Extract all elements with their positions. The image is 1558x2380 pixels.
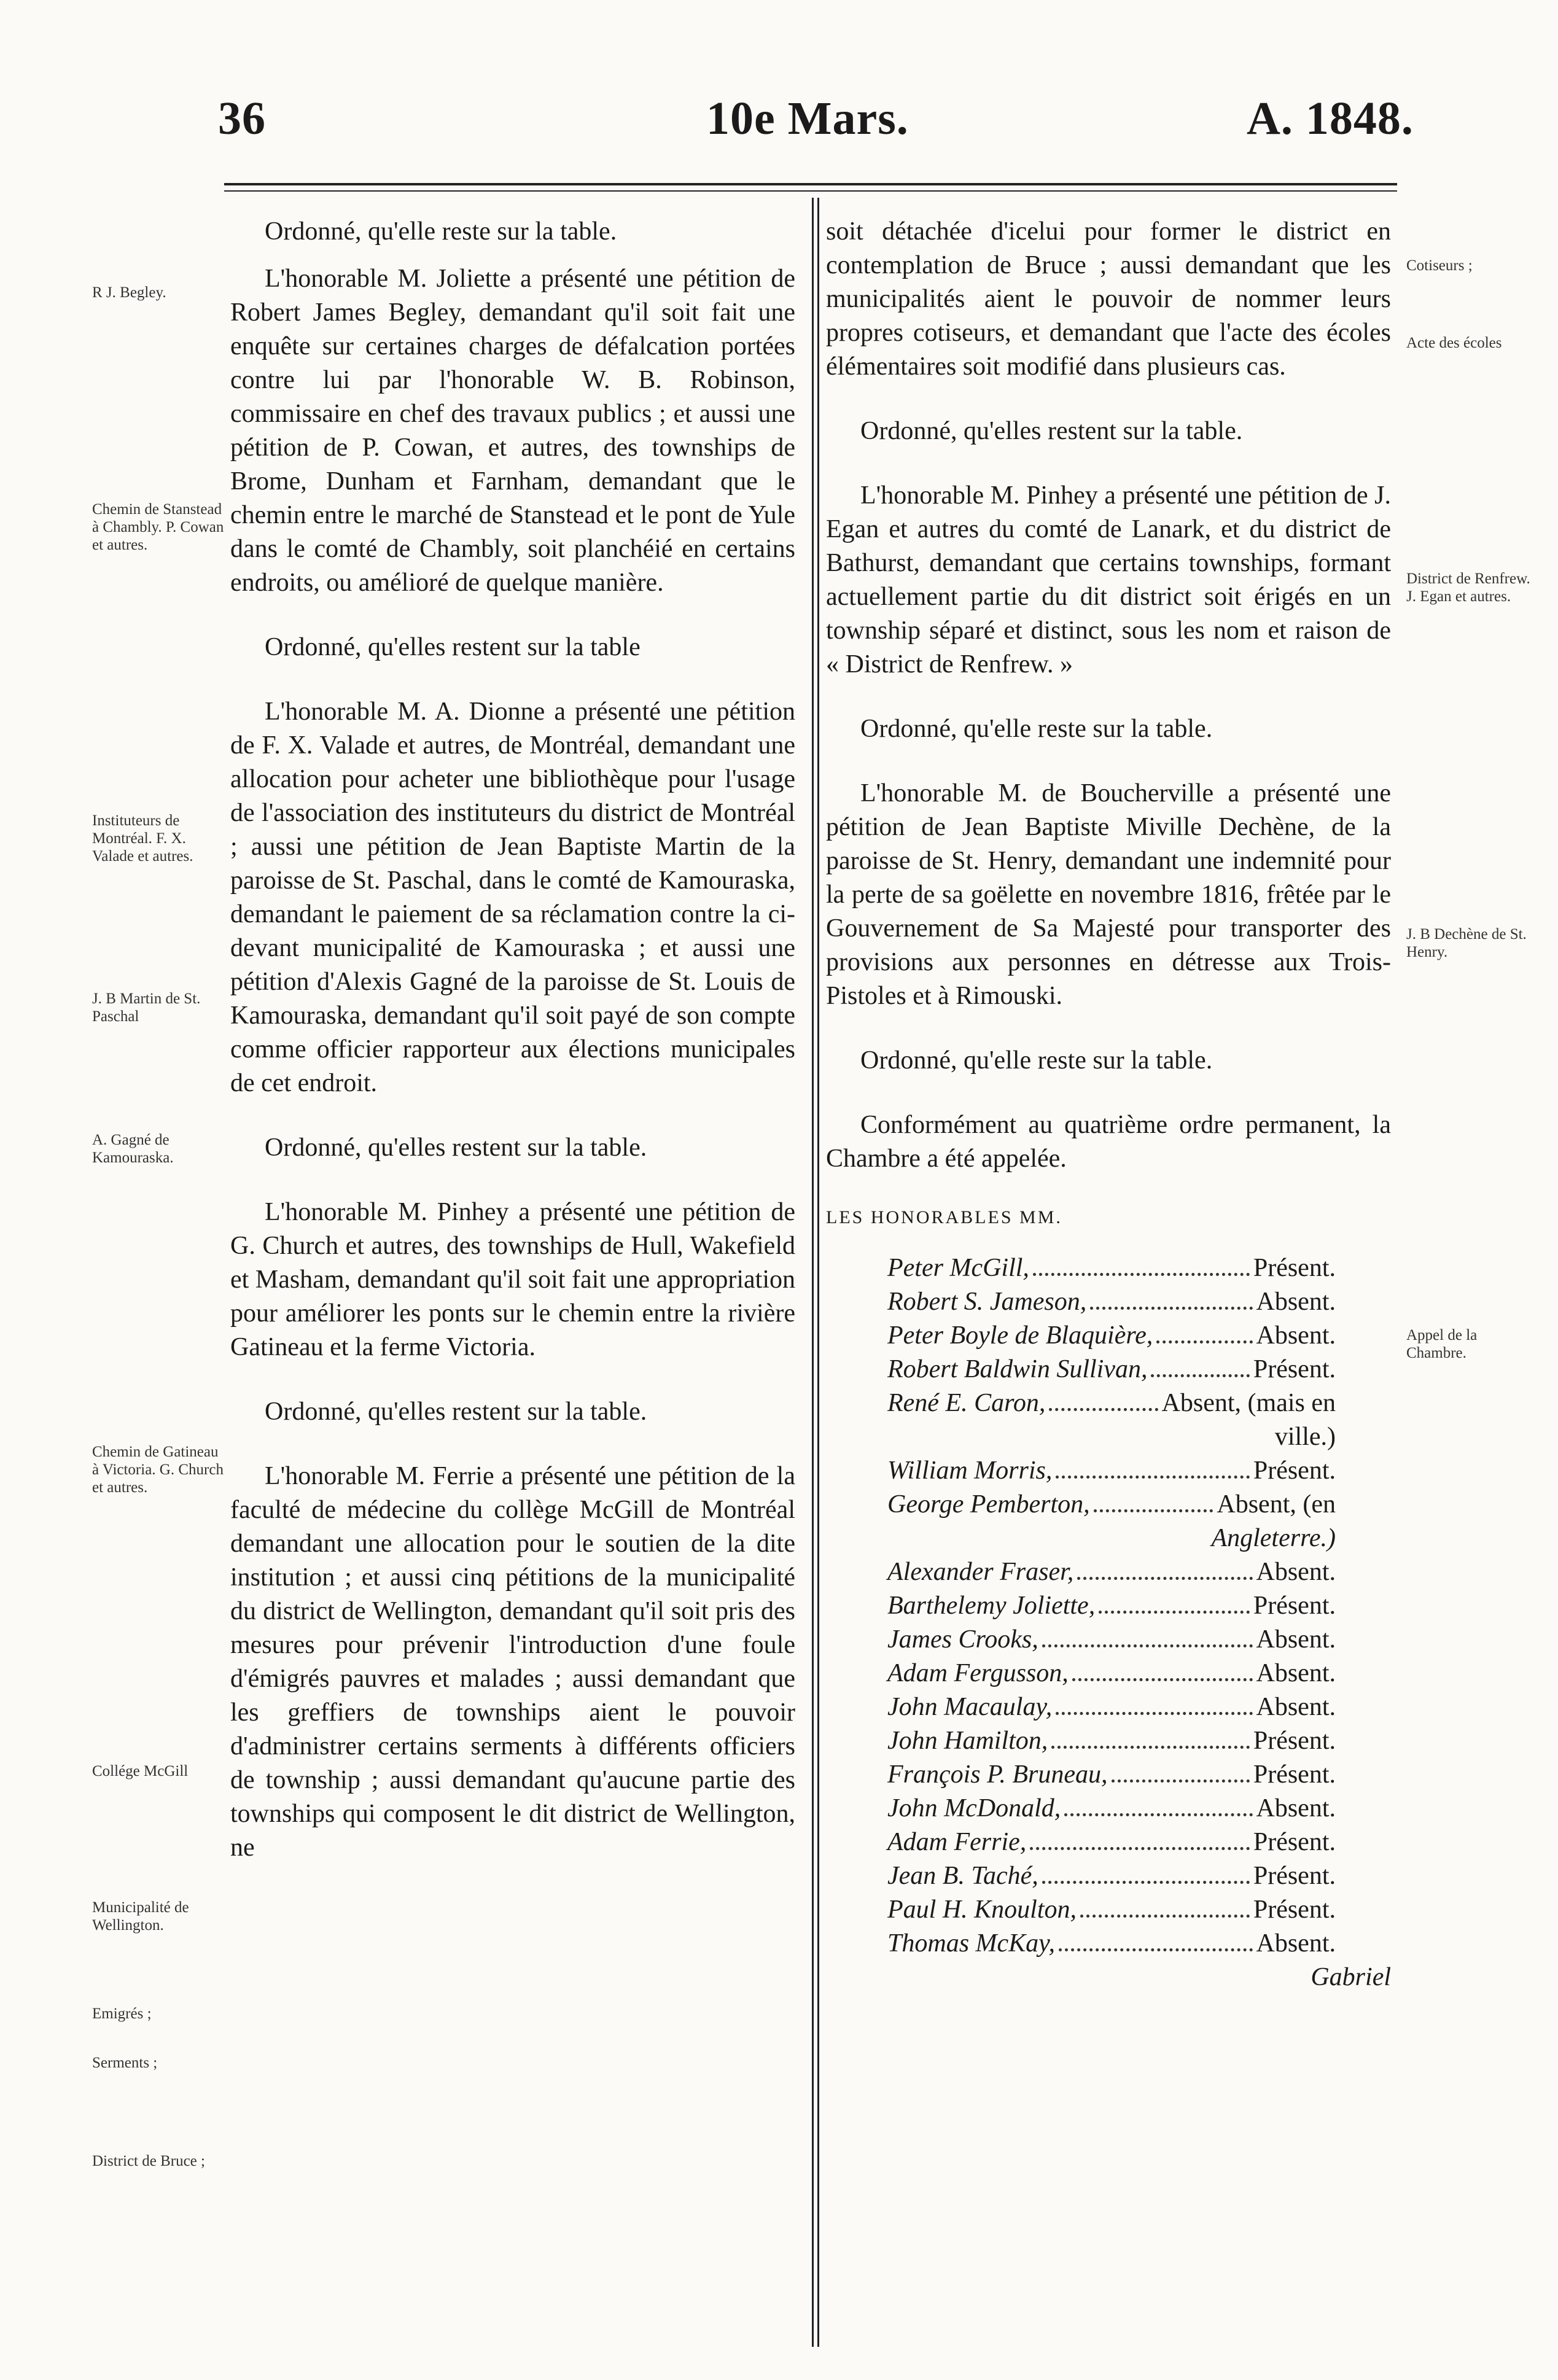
member-status: Absent. [1256,1693,1336,1721]
petition-paragraph: L'honorable M. de Boucherville a présenté une pétition de Jean Baptiste Miville Dechène, de la paroisse de St. Henry, demandant une indemnité pour la perte de sa goëlette en novembre 1816, frêtée par le Gouvernement de Sa Majesté pour transporter des provisions aux personnes en détresse aux Trois-Pistoles et à Rimouski. [826,779,1391,1010]
member-row [887,1724,1336,1758]
margin-note-acte-ecoles: Acte des écoles [1406,335,1502,351]
leader-dots [1051,1746,1250,1749]
member-name: Paul H. Knoulton, [887,1896,1077,1924]
leader-dots [1099,1611,1250,1614]
member-row [887,1251,1336,1285]
leader-dots [1080,1915,1250,1918]
member-name: Alexander Fraser, [887,1558,1074,1586]
member-status: Absent. [1256,1321,1336,1350]
petition-paragraph: L'honorable M. Ferrie a présenté une pétition de la faculté de médecine du collège McGill de Montréal demandant une allocation pour le soutien de la dite institution ; et aussi cinq pétitions de la municipalité du district de Wellington, demandant qu'il soit pris des mesures pour prévenir l'introduction d'une foule d'émigrés pauvres et malades ; aussi demandant que les greffiers de townships aient le pouvoir d'administrer certains serments à différents officiers de township ; aussi demandant qu'aucune partie des townships qui composent le dit district de Wellington, ne [230,1462,795,1862]
leader-dots [1151,1374,1249,1377]
member-name: Adam Fergusson, [887,1659,1069,1687]
member-row [887,1353,1336,1386]
member-row [887,1893,1336,1927]
member-name: Peter Boyle de Blaquière, [887,1321,1153,1350]
member-status: Présent. [1253,1828,1336,1856]
member-status: Présent. [1253,1355,1336,1383]
member-status: Absent. [1256,1625,1336,1654]
order-paragraph: Ordonné, qu'elle reste sur la table. [860,715,1213,743]
member-name: René E. Caron, [887,1389,1046,1417]
member-row [887,1589,1336,1623]
leader-dots [1049,1408,1158,1411]
margin-note-martin: J. B Martin de St. Paschal [92,990,201,1025]
member-name: John McDonald, [887,1794,1061,1822]
page-date: 10e Mars. [706,93,909,144]
order-paragraph: Ordonné, qu'elles restent sur la table. [265,1134,647,1162]
margin-note-dechene: J. B Dechène de St. Henry. [1406,926,1527,960]
margin-note-begley: R J. Begley. [92,284,166,301]
catchword: Gabriel [1311,1963,1391,1991]
member-status: Absent. [1256,1558,1336,1586]
member-name: George Pemberton, [887,1490,1090,1519]
leader-dots [1059,1948,1253,1951]
member-row [887,1623,1336,1657]
member-row [887,1319,1336,1353]
margin-note-instituteurs: Instituteurs de Montréal. F. X. Valade et autres. [92,812,193,865]
members-title: LES HONORABLES MM. [826,1207,1062,1227]
margin-note-cotiseurs: Cotiseurs ; [1406,257,1473,274]
member-row [887,1792,1336,1826]
order-paragraph: Ordonné, qu'elles restent sur la table. [265,1398,647,1426]
member-name: Adam Ferrie, [887,1828,1027,1856]
member-name: Peter McGill, [887,1254,1029,1282]
member-status: Présent. [1253,1727,1336,1755]
petition-paragraph: L'honorable M. Joliette a présenté une pétition de Robert James Begley, demandant qu'il soit fait une enquête sur certaines charges de défalcation portées contre lui par l'honorable W. B. Robinson, commissaire en chef des travaux publics ; et aussi une pétition de P. Cowan, et autres, des townships de Brome, Dunham et Farnham, demandant que le chemin entre le marché de Stanstead et le pont de Yule dans le comté de Chambly, soit planchéié en certains endroits, ou amélioré de quelque manière. [230,265,795,597]
member-row [887,1927,1336,1961]
leader-dots [1072,1678,1253,1681]
member-name: John Macaulay, [887,1693,1053,1721]
member-status-continuation: ville.) [1274,1423,1336,1451]
member-row [887,1555,1336,1589]
margin-note-renfrew: District de Renfrew. J. Egan et autres. [1406,570,1530,605]
order-paragraph: Ordonné, qu'elle reste sur la table. [265,217,617,246]
member-status: Absent, (mais en [1161,1389,1336,1417]
member-status: Présent. [1253,1456,1336,1485]
petition-continuation: soit détachée d'icelui pour former le district en contemplation de Bruce ; aussi demandant que les municipalités aient le pouvoir de nommer leurs propres cotiseurs, et demandant que l'acte des écoles élémentaires soit modifié dans plusieurs cas. [826,217,1391,381]
member-row [887,1657,1336,1690]
member-name: James Crooks, [887,1625,1038,1654]
member-status: Absent. [1256,1288,1336,1316]
petition-paragraph: L'honorable M. Pinhey a présenté une pétition de G. Church et autres, des townships de Hull, Wakefield et Masham, demandant qu'il soit fait une appropriation pour améliorer les ponts sur le chemin entre la rivière Gatineau et la ferme Victoria. [230,1198,795,1361]
order-paragraph: Ordonné, qu'elles restent sur la table. [860,417,1243,445]
margin-note-appel: Appel de la Chambre. [1406,1327,1478,1361]
member-name: Thomas McKay, [887,1929,1055,1958]
left-column [230,215,795,1865]
member-name: Jean B. Taché, [887,1862,1038,1890]
leader-dots [1042,1881,1250,1884]
leader-dots [1077,1577,1252,1580]
column-divider [812,198,819,2347]
member-status: Présent. [1253,1254,1336,1282]
page-year: A. 1848. [1247,93,1414,144]
header-rule [224,183,1397,185]
margin-note-college: Collége McGill [92,1763,189,1779]
leader-dots [1042,1644,1253,1647]
leader-dots [1033,1273,1250,1276]
member-status-continuation: Angleterre.) [1211,1524,1336,1552]
member-status: Présent. [1253,1592,1336,1620]
leader-dots [1056,1712,1252,1715]
leader-dots [1112,1779,1250,1783]
member-row [887,1826,1336,1859]
member-row [887,1386,1336,1420]
member-row [887,1488,1336,1522]
member-row [887,1758,1336,1792]
margin-note-gagne: A. Gagné de Kamouraska. [92,1132,174,1166]
leader-dots [1064,1813,1252,1816]
member-row [887,1690,1336,1724]
leader-dots [1156,1340,1252,1344]
member-name: Robert S. Jameson, [887,1288,1087,1316]
member-row [887,1285,1336,1319]
page-number: 36 [218,93,266,144]
leader-dots [1030,1847,1250,1850]
leader-dots [1090,1307,1252,1310]
member-name: Robert Baldwin Sullivan, [887,1355,1148,1383]
order-paragraph: Ordonné, qu'elles restent sur la table [265,633,641,661]
margin-note-chemin-gatineau: Chemin de Gatineau à Victoria. G. Church et autres. [92,1444,224,1496]
order-paragraph: Ordonné, qu'elle reste sur la table. [860,1046,1213,1075]
right-column [826,215,1391,1994]
petition-paragraph: L'honorable M. Pinhey a présenté une pétition de J. Egan et autres du comté de Lanark, et du district de Bathurst, demandant que certains townships, formant actuellement partie du dit district soit érigés en un township séparé et distinct, sous les nom et raison de « District de Renfrew. » [826,481,1391,679]
member-name: William Morris, [887,1456,1053,1485]
member-status: Absent. [1256,1794,1336,1822]
petition-paragraph: L'honorable M. A. Dionne a présenté une pétition de F. X. Valade et autres, de Montréal, demandant une allocation pour acheter une bibliothèque pour l'usage de l'association des instituteurs du district de Montréal ; aussi une pétition de Jean Baptiste Martin de la paroisse de St. Paschal, dans le comté de Kamouraska, demandant le paiement de sa réclamation contre la ci-devant municipalité de Kamouraska ; et aussi une pétition d'Alexis Gagné de la paroisse de St. Louis de Kamouraska, demandant qu'il soit payé de son compte comme officier rapporteur aux élections municipales de cet endroit. [230,698,795,1097]
member-row [887,1454,1336,1488]
member-name: Barthelemy Joliette, [887,1592,1096,1620]
leader-dots [1056,1476,1249,1479]
member-row [887,1859,1336,1893]
margin-note-municipalite: Municipalité de Wellington. [92,1899,189,1934]
members-list [887,1251,1336,1961]
margin-note-chemin-stanstead: Chemin de Stanstead à Chambly. P. Cowan et autres. [92,501,224,553]
member-name: John Hamilton, [887,1727,1048,1755]
member-name: François P. Bruneau, [887,1760,1108,1789]
member-status: Présent. [1253,1896,1336,1924]
roll-call-paragraph: Conformément au quatrième ordre permanent, la Chambre a été appelée. [826,1111,1391,1173]
member-status: Présent. [1253,1760,1336,1789]
member-status: Absent, (en [1217,1490,1336,1519]
leader-dots [1094,1509,1213,1512]
header-rule-thin [224,190,1397,192]
margin-note-district-bruce: District de Bruce ; [92,2153,205,2169]
margin-note-serments: Serments ; [92,2055,158,2071]
margin-note-emigres: Emigrés ; [92,2005,152,2022]
member-status: Absent. [1256,1659,1336,1687]
member-status: Présent. [1253,1862,1336,1890]
member-status: Absent. [1256,1929,1336,1958]
